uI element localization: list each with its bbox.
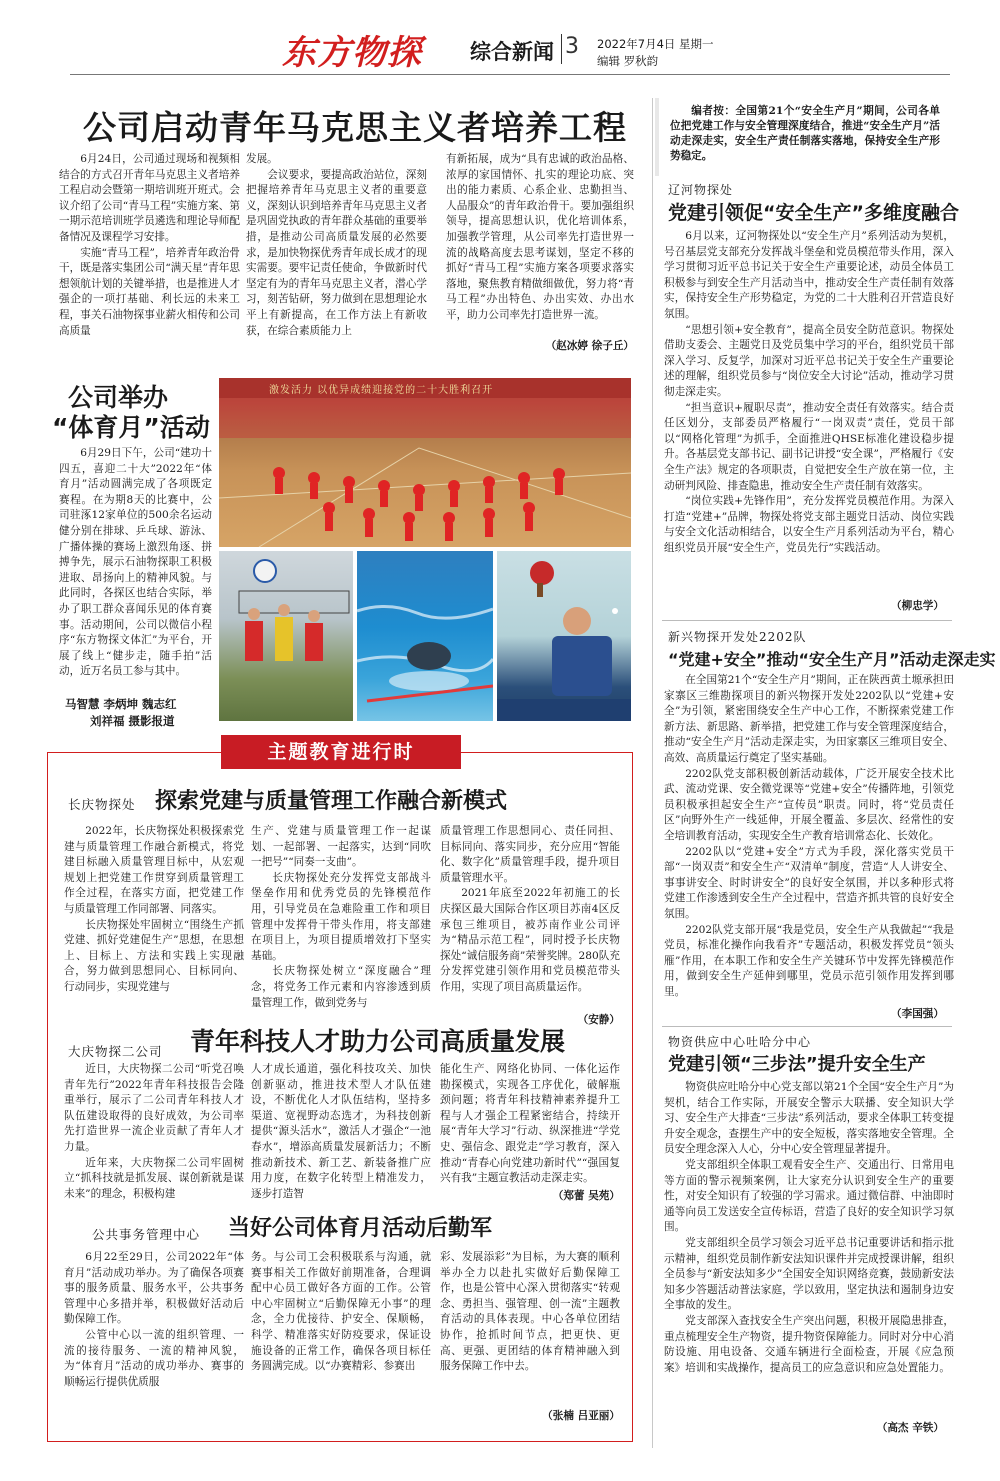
article-column bbox=[440, 1250, 620, 1375]
page-number: 3 bbox=[565, 34, 579, 59]
article-body bbox=[664, 673, 954, 1000]
paragraph: “思想引领+安全教育”，提高全员安全防范意识。物探处借助支委会、主题党日及党员集中学习的平台，组织党员干部深入学习、反复学，加深对习近平总书记关于安全生产重要论述的理解，组织党员参与“岗位安全大讨论”活动，推动学习贯彻走深走实。 bbox=[664, 323, 954, 398]
photo-banner-text: 激发活力 以优异成绩迎接党的二十大胜利召开 bbox=[269, 385, 494, 396]
editor-note-marker bbox=[655, 98, 659, 176]
paragraph: 彩、发展添彩”为目标，为大赛的顺利举办全力以赴扎实做好后勤保障工作，也是公管中心深入贯彻落实“转观念、勇担当、强管理、创一流”主题教育活动的具体表现。中心各单位团结协作，抢抓时间节点，把更快、更高、更强、更团结的体育精神融入到服务保障工作中去。 bbox=[440, 1251, 620, 1373]
article-byline: （柳忠学） bbox=[891, 600, 944, 612]
paragraph: 务。与公司工会积极联系与沟通，就赛事相关工作做好前期准备，合理调配中心员工做好各方面的工作。公管中心牢固树立“后勤保障无小事”的理念，全力优接待、护安全、保顺畅，科学、精准落实好防疫要求，保证设施设备的正常工作，确保各项目标任务圆满完成。以“办赛精彩、参赛出 bbox=[251, 1251, 431, 1373]
article-byline: （李国强） bbox=[891, 1008, 944, 1020]
paragraph: 长庆物探处牢固树立“围绕生产抓党建、抓好党建促生产”思想，在思想上、目标上、方法和实践上实现融合，努力做到思想同心、目标同向、行动同步，实现党建与 bbox=[64, 918, 244, 993]
unit-label: 公共事务管理中心 bbox=[92, 1227, 201, 1242]
volleyball-scene bbox=[219, 551, 353, 721]
article-headline: “党建+安全”推动“安全生产月”活动走深走实 bbox=[668, 650, 996, 669]
paragraph: 人才成长通道，强化科技攻关、加快创新驱动，推进技术型人才队伍建设，不断优化人才队伍结构，坚持多渠道、宽视野动态选才，为科技创新提供“源头活水”，激活人才强企“一池春水”，增添高质量发展新活力；不断推动新技术、新工艺、新装备推广应用力度，在数字化转型上精准发力，逐步打造智 bbox=[251, 1063, 431, 1200]
paragraph: 生产、党建与质量管理工作一起谋划、一起部署、一起落实，达到“同吹一把号”“同奏一支曲”。 bbox=[251, 825, 431, 869]
paragraph: “岗位实践+先锋作用”，充分发挥党员模范作用。为深入打造“党建+”品牌，物探处将党支部主题党日活动、岗位实践与安全文化活动相结合，以安全生产月系列活动为平台，精心组织党员开展“安全生产，党员先行”实践活动。 bbox=[664, 495, 954, 554]
article-column bbox=[64, 824, 244, 996]
paragraph: 6月以来，辽河物探处以“安全生产月”系列活动为契机，号召基层党支部充分发挥战斗堡垒和党员模范带头作用，深入学习贯彻习近平总书记关于安全生产重要论述，动员全体员工积极参与到安全生产月活动当中，推动安全生产责任制有效落实，保持安全生产形势稳定，为党的二十大胜利召开营造良好氛围。 bbox=[664, 230, 954, 320]
photo-credit: 马智慧 李炳坤 魏志红 bbox=[65, 697, 177, 711]
table-tennis-scene bbox=[497, 551, 631, 721]
issue-date: 2022年7月4日 星期一 bbox=[597, 37, 714, 51]
paragraph: 长庆物探处树立“深度融合”理念，将党务工作元素和内容渗透到质量管理工作，做到党务与 bbox=[251, 965, 431, 1009]
paragraph: 质量管理工作思想同心、责任同担、目标同向、落实同步，充分应用“智能化、数字化”质量管理手段，提升项目质量管理水平。 bbox=[440, 825, 620, 884]
article-column bbox=[246, 152, 427, 339]
article-byline: （安静） bbox=[577, 1014, 620, 1026]
paragraph: 长庆物探处充分发挥党支部战斗堡垒作用和优秀党员的先锋模范作用，引导党员在急难险重工作和项目管理中发挥骨干带头作用，将支部建在项目上，为项目提质增效打下坚实基础。 bbox=[251, 871, 431, 962]
gymnastics-photo bbox=[219, 378, 631, 547]
page-separator bbox=[561, 34, 562, 64]
story-divider bbox=[662, 1026, 952, 1027]
article-column bbox=[251, 1250, 431, 1375]
article-body bbox=[664, 229, 954, 556]
paragraph: 6月22至29日，公司2022年“体育月”活动成功举办。为了确保各项赛事的服务质量、服务水平，公共事务管理中心多措并举，积极做好活动后勤保障工作。 bbox=[64, 1251, 244, 1326]
article-headline: 当好公司体育月活动后勤军 bbox=[228, 1216, 493, 1241]
section-title: 综合新闻 bbox=[470, 40, 554, 64]
paragraph: 6月29日下午，公司“建功十四五，喜迎二十大”2022年“体育月”活动圆满完成了各项既定赛程。在为期8天的比赛中，公司驻涿12家单位的500余名运动健分别在排球、乒乓球、游泳、广播体操的赛场上激烈角逐、拼搏争先，展示石油物探职工积极进取、昂扬向上的精神风貌。与此同时，各探区也结合实际，举办了职工群众喜闻乐见的体育赛事。活动期间，公司以微信小程序“东方物探文体汇”为平台，开展了线上“健步走，随手拍”活动，近万名员工参与其中。 bbox=[59, 447, 212, 678]
paragraph: 党支部组织全员学习领会习近平总书记重要讲话和指示批示精神，组织党员制作新安法知识课件并完成授课讲解，组织全员参与“新安法知多少”全国安全知识网络竞赛，鼓励新安法知多少答题活动普法家庭，学以致用，坚定执法和遏制身边安全事故的发生。 bbox=[664, 1236, 954, 1312]
article-column bbox=[64, 1062, 244, 1202]
paragraph: 2021年底至2022年初施工的长庆探区最大国际合作区项目苏南4区反承包三维项目，被苏南作业公司评为“精品示范工程”，同时授予长庆物探处“诚信服务商”荣誉奖牌。280队充分发挥党建引领作用和党员模范带头作用，实现了项目高质量运作。 bbox=[440, 887, 620, 993]
paragraph: 近年来，大庆物探二公司牢固树立“抓科技就是抓发展、谋创新就是谋未来”的理念，积极构建 bbox=[64, 1156, 244, 1200]
paragraph: 实施“青马工程”，培养青年政治骨干，既是落实集团公司“满天星”青年思想领航计划的关键举措，也是推进人才强企的一项打基础、利长远的未来工程，事关石油物探事业薪火相传和公司高质量 bbox=[59, 246, 240, 337]
article-column bbox=[440, 824, 620, 996]
unit-label: 长庆物探处 bbox=[68, 797, 136, 812]
paragraph: 近日，大庆物探二公司“听党召唤青年先行”2022年青年科技报告会隆重举行，展示了二公司青年科技人才队伍建设取得的良好成效，为公司率先打造世界一流企业贡献了青年人才力量。 bbox=[64, 1063, 244, 1153]
newspaper-logo: 东方物探 bbox=[282, 33, 422, 73]
article-body bbox=[59, 446, 212, 680]
editor-note: 编者按：全国第21个“安全生产月”期间，公司各单位把党建工作与安全管理深度结合，推进“安全生产月”活动走深走实，安全生产责任制落实落地，保持安全生产形势稳定。 bbox=[670, 105, 940, 162]
article-column bbox=[64, 1250, 244, 1390]
unit-label: 辽河物探处 bbox=[668, 183, 734, 197]
photo-credit: 刘祥福 摄影报道 bbox=[90, 714, 175, 728]
swimming-photo bbox=[357, 551, 493, 721]
paragraph: 2202队以“党建+安全”方式为手段，深化落实党员干部“一岗双责”和安全生产“双清单”制度，营造“人人讲安全、事事讲安全、时时讲安全”的良好安全氛围，并以多种形式将党建工作渗透到安全生产全过程中，营造齐抓共管的良好安全氛围。 bbox=[664, 845, 954, 920]
article-headline: 探索党建与质量管理工作融合新模式 bbox=[155, 789, 508, 814]
paragraph: 2022年，长庆物探处积极探索党建与质量管理工作融合新模式，将党建目标融入质量管理目标中，从宏观规划上把党建工作贯穿到质量管理工作全过程，在落实方面，把党建工作与质量管理工作同部署、同落实。 bbox=[64, 825, 244, 915]
unit-label: 新兴物探开发处2202队 bbox=[668, 630, 807, 644]
theme-banner: 主题教育进行时 bbox=[221, 735, 461, 769]
article-byline: （郑蕾 吴苑） bbox=[552, 1190, 620, 1202]
article-column bbox=[446, 152, 634, 324]
paragraph: 6月24日，公司通过现场和视频相结合的方式召开青年马克思主义者培养工程启动会暨第一期培训班开班式。会议介绍了公司“青马工程”实施方案、第一期示范培训班学员遴选和理论导师配备情况及课程学习安排。 bbox=[59, 153, 240, 243]
article-headline: 公司举办 bbox=[68, 383, 169, 412]
paragraph: 2202队党支部开展“我是党员，安全生产从我做起”“我是党员，标准化操作向我看齐”专题活动，积极发挥党员“领头雁”作用，在本职工作和安全生产关键环节中发挥先锋模范作用，做到安全生产延伸到哪里，党员示范引领作用发挥到哪里。 bbox=[664, 923, 954, 998]
article-byline: （赵冰婷 徐子丘） bbox=[545, 340, 634, 352]
article-headline: 公司启动青年马克思主义者培养工程 bbox=[83, 108, 627, 147]
paragraph: 物资供应吐哈分中心党支部以第21个全国“安全生产月”为契机，结合工作实际，开展安全警示大联播、安全知识大学习、安全生产大排查“三步法”系列活动，要求全体职工转变提升安全观念，查摆生产中的安全短板，落实落地安全管理。全员安全理念深入人心，分中心安全管理显著提升。 bbox=[664, 1081, 954, 1156]
swimming-scene bbox=[357, 551, 493, 721]
article-column bbox=[251, 824, 431, 1011]
unit-label: 大庆物探二公司 bbox=[68, 1044, 163, 1059]
paragraph: “担当意识+履职尽责”，推动安全责任有效落实。结合责任区划分，支部委员严格履行“一岗双责”责任，党员干部以“网格化管理”为抓手，全面推进QHSE标准化建设稳步提升。各基层党支部书记、副书记讲授“安全课”，严格履行《安全生产法》规定的各项职责，自觉把安全生产放在第一位，主动研判风险、排查隐患，推动安全生产责任制有效落实。 bbox=[664, 401, 954, 492]
paragraph: 能化生产、网络化协同、一体化运作勘探模式，实现各工序优化，破解瓶颈问题；将青年科技精神素养提升工程与人才强企工程紧密结合，持续开展“青年大学习”行动、纵深推进“学党史、强信念、跟党走”学习教育，深入推动“青春心向党建功新时代”“强国复兴有我”主题宣教活动走深走实。 bbox=[440, 1063, 620, 1185]
paragraph: 公管中心以一流的组织管理、一流的接待服务、一流的精神风貌，为“体育月”活动的成功举办、赛事的顺畅运行提供优质服 bbox=[64, 1328, 244, 1388]
article-headline: 党建引领促“安全生产”多维度融合 bbox=[668, 202, 959, 224]
article-byline: （高杰 辛铁） bbox=[876, 1422, 944, 1434]
page-editor: 编辑 罗秋韵 bbox=[597, 54, 659, 68]
column-divider bbox=[652, 98, 653, 1448]
article-column bbox=[59, 152, 240, 339]
story-divider bbox=[662, 620, 952, 621]
article-headline: “体育月”活动 bbox=[52, 413, 210, 442]
paragraph: 党支部组织全体职工观看安全生产、交通出行、日常用电等方面的警示视频案例，让大家充分认识到安全生产的重要性，对安全知识有了较强的学习需求。通过微信群、中油即时通等向员工发送安全宣传标语，营造了良好的安全知识学习氛围。 bbox=[664, 1158, 954, 1234]
article-headline: 青年科技人才助力公司高质量发展 bbox=[190, 1027, 566, 1056]
paragraph: 2202队党支部积极创新活动载体，广泛开展安全技术比武、流动党课、安全微党课等“党建+安全”传播阵地，引领党员积极承担起安全生产“宣传员”职责。同时，将“党员责任区”向野外生产一线延伸，开展全覆盖、多层次、经常性的安全培训教育活动，实现安全生产教育培训常态化、长效化。 bbox=[664, 767, 954, 842]
paragraph: 发展。 bbox=[246, 153, 278, 165]
article-byline: （张楠 吕亚丽） bbox=[542, 1410, 620, 1422]
header-divider bbox=[70, 74, 950, 75]
paragraph: 会议要求，要提高政治站位，深刻把握培养青年马克思主义者的重要意义，深刻认识到培养青年马克思主义者是巩固党执政的青年群众基础的重要举措，是推动公司高质量发展的必然要求，是加快物探优秀青年成长成才的现实需要。要牢记责任使命，争做新时代坚定有为的青年马克思主义者，潜心学习，刻苦钻研，努力做到在思想理论水平上有新提高，在工作方法上有新收获，在综合素质能力上 bbox=[246, 168, 427, 337]
article-headline: 党建引领“三步法”提升安全生产 bbox=[668, 1054, 926, 1075]
paragraph: 党支部深入查找安全生产突出问题，积极开展隐患排查，重点梳理安全生产物资，提升物资保障能力。同时对分中心消防设施、用电设备、交通车辆进行全面检查，开展《应急预案》培训和实战操作，提高员工的应急意识和应急处置能力。 bbox=[664, 1314, 954, 1374]
article-column bbox=[251, 1062, 431, 1202]
gymnastics-scene bbox=[219, 378, 631, 547]
volleyball-photo bbox=[219, 551, 353, 721]
unit-label: 物资供应中心吐哈分中心 bbox=[668, 1035, 812, 1049]
article-column bbox=[440, 1062, 620, 1187]
article-body bbox=[664, 1080, 954, 1376]
paragraph: 有新拓展，成为“具有忠诚的政治品格、浓厚的家国情怀、扎实的理论功底、突出的能力素质、心系企业、忠勤担当、人品服众”的青年政治骨干。要加强组织领导，提高思想认识，优化培训体系，加强教学管理，从公司率先打造世界一流的战略高度去思考谋划，坚定不移的抓好“青马工程”实施方案各项要求落实落地，聚焦教育精做细做优，努力将“青马工程”办出特色、办出实效、办出水平，助力公司率先打造世界一流。 bbox=[446, 153, 634, 321]
table-tennis-photo bbox=[497, 551, 631, 721]
paragraph: 在全国第21个“安全生产月”期间，正在陕西黄土塬承担田家寨区三维勘探项目的新兴物探开发处2202队以“党建+安全”为引领，紧密围绕安全生产中心工作，不断探索党建工作新方法、新思路、新举措，把党建工作与安全管理深度结合，推动“安全生产月”活动走深走实，为田家寨区三维项目安全、高效、高质量运行奠定了坚实基础。 bbox=[664, 674, 954, 764]
